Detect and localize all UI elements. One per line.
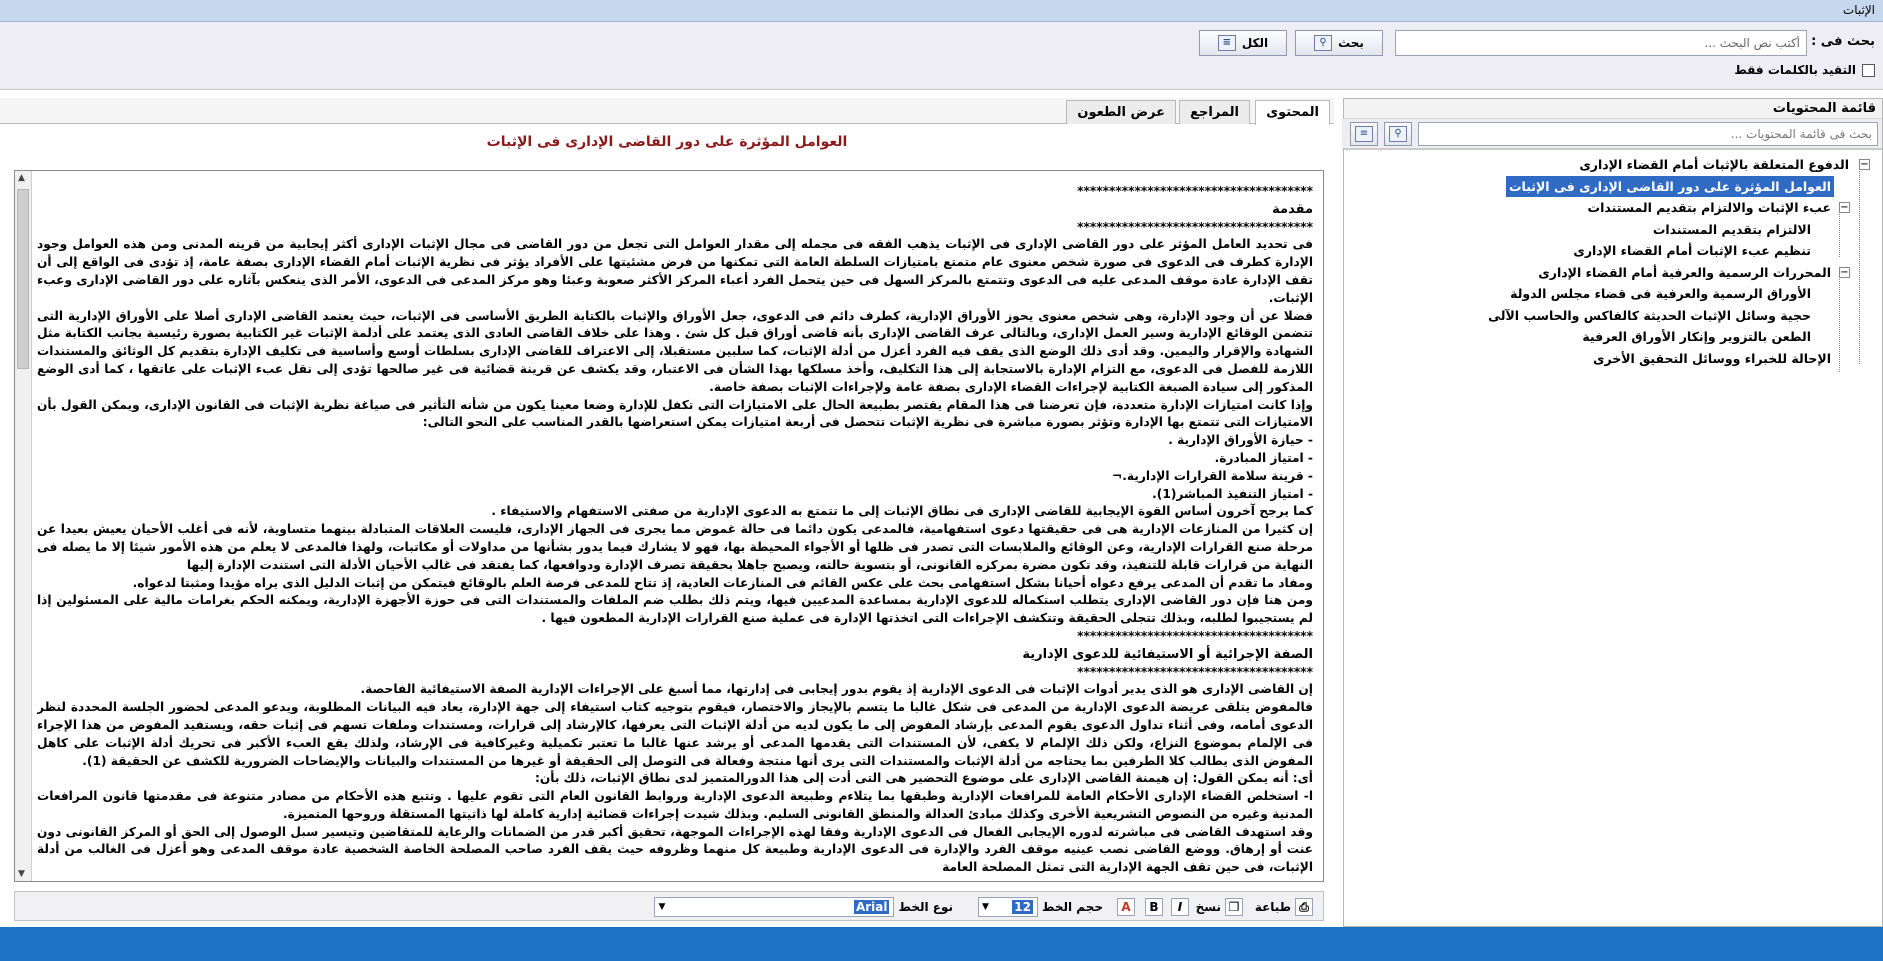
search-button[interactable] [1295,30,1383,56]
document-paragraph: مقدمة [1272,201,1313,217]
document-paragraph: - قرينة سلامة القرارات الإدارية.¬ [1112,468,1313,483]
window-titlebar [0,0,1883,22]
document-paragraph: وإذا كانت امتيازات الإدارة متعددة، فإن تعرضنا فى هذا المقام يقتصر بطبيعة الحال على الامتيازات التى تكفل للإدارة وضعا معينا يكون من شأنه التأثير فى صياغة نظرية الإثبات فى القانون الإدارى، ويمكن القول بأن الامتيازات التى تتمتع بها الإدارة وتؤثر بصورة مباشرة فى نظرية الإثبات تتحصل فى أربعة امتيازات يمكن استعراضها بالقدر المناسب على النحو التالى: [37,397,1313,430]
separator-line: ************************************* [1077,184,1313,198]
copy-label: نسخ [1195,900,1221,914]
search-input[interactable] [1395,30,1807,56]
toc-item-selected[interactable] [1344,176,1882,198]
copy-icon: ❐ [1225,898,1243,916]
document-paragraph: فالمفوض يتلقى عريضة الدعوى الإدارية من المدعى فى شكل غالبا ما يتسم بالإيجاز والاختصار، فيقوم بتوجيه كتاب استيفاء إلى جهة الإدارة، يعاد فيه البيانات المطلوبة، ويدعو المدعى لحضور الجلسة المحددة لنظر الدعوى أمامه، وفى أثناء تداول الدعوى يقوم المدعى بإرشاد المفوض إلى ما يكون لديه من أدلة الإثبات التى يعرفها، كالإرشاد إلى قرارات، ومستندات وملفات تسهم فى إثبات حقه، ويستفيد المفوض من هذا الإجراء فى الإلمام بموضوع النزاع، ولكن ذلك الإلمام لا يكفى، لأن المستندات التى يقدمها المدعى أو يرشد عنها غالبا ما تعتبر تكميلية وغيركافية فى الإرشاد، ولذلك يقع العبء الأكبر فى تحريك أدلة الإثبات على كاهل المفوض الذى يطالب كلا الطرفين بما يحتاجه من أدلة الإثبات والمستندات التى يرى أنها منتجة وفعالة فى التوصل إلى الحقيقة أو غيرها من المستندات والبيانات والإيضاحات الضرورية للكشف عن الحقيقة (1). [37,700,1313,768]
show-all-button-label: الكل [1241,36,1269,50]
printer-icon: ⎙ [1295,898,1313,916]
document-paragraph: فى تحديد العامل المؤثر على دور القاضى الإدارى فى الإثبات يذهب الفقه فى مجمله إلى مقدار العوامل التى تجعل من دور القاضى فى مجال الإثبات الإدارى أكثر إيجابية من قرينه المدنى ومن هذه العوامل وجود الإدارة كطرف فى الدعوى فى صورة شخص معنوى عام متمتع بامتيازات السلطة العامة التى تمكنها من فرض مشئيتها على الأفراد يؤثر فى نظرية الإثبات أمام القضاء الإدارى بصفة عامة، إذ تؤدى فى الواقع إلى أن تقف الإدارة عادة موقف المدعى عليه فى الدعوى وتتمتع بالمركز السهل فى حين يتحمل الفرد أعباء المركز الأكثر صعوبة وعبئا وهو مركز المدعى فى الدعوى، الأمر الذى ينعكس بآثاره على دور القاضى الإدارى وعبء الإثبات. [37,237,1313,305]
toc-search-button[interactable] [1384,122,1412,146]
document-paragraph: إن كثيرا من المنازعات الإدارية هى فى حقيقتها دعوى استفهامية، فالمدعى يكون دائما فى حالة غموض مما يجرى فى الجهاز الإدارى، فليست العلاقات المتبادلة بينهما متساوية، لأنه فى أغلب الأحيان يعيش بعيدا عن مرحلة صنع القرارات الإدارية، وعن الوقائع والملابسات التى تصدر فى ظلها أو الأجواء المحيطة بها، فهو لا يشارك فيما يدور بشأنها من مداولات أو مكاتبات، ولهذا فالمدعى لا يعلم من هذه الأمور شيئا إلا ما يصله فى النهاية من قرارات قابلة للتنفيذ، وقد تكون مضرة بمركزه القانونى، أو بتسوية حالته، ويصبح جاهلا بحقيقة تصرف الإدارة ودوافعها، كما يفتقد فى غالب الأحيان الأدلة التى استندت الإدارة إليها [37,522,1313,572]
binoculars-icon: ⚲ [1314,35,1332,51]
font-size-value: 12 [1014,900,1031,914]
font-size-select[interactable] [978,897,1038,917]
document-paragraph: الصفة الإجرائية أو الاستيفائية للدعوى الإدارية [1022,646,1313,662]
toc-item-label: تنظيم عبء الإثبات أمام القضاء الإدارى [1573,243,1811,258]
document-icon: ≡ [1218,35,1236,51]
toc-pane [1343,98,1883,927]
print-label: طباعة [1254,900,1291,914]
font-type-value: Arial [855,900,888,914]
document-paragraph: - امتياز التنفيذ المباشر(1). [1152,486,1313,501]
tab-references[interactable]: المراجع [1179,100,1250,124]
exact-words-label: التقيد بالكلمات فقط [1734,63,1856,77]
print-button[interactable] [1255,896,1313,918]
format-toolbar [14,891,1324,921]
document-paragraph: ومفاد ما تقدم أن المدعى يرفع دعواه أحيانا بشكل استفهامى بحث على عكس القائم فى المنازعات العادية، إذ تتاح للمدعى فرصة العلم بالوقائع فيتمكن من إثبات الدليل الذى يراه مؤيدا ومثبتا لدعواه. [132,575,1313,590]
separator-line: ************************************* [1077,664,1313,679]
scroll-down-icon[interactable]: ▼ [18,869,25,879]
collapse-icon[interactable]: − [1840,266,1849,278]
chevron-down-icon[interactable]: ▼ [981,902,989,912]
document-paragraph: ا- استخلص القضاء الإدارى الأحكام العامة للمرافعات الإدارية وطبقها بما يتلاءم وطبيعة الدعوى الإدارية وروابط القانون العام التى تقوم عليها . وتتبع هذه الأحكام من مصادر متنوعة فى مقدمتها قانون المرافعات المدنية وغيره من النصوص التشريعية الأخرى وكذلك مبادئ العدالة والمنطق القانونى السليم. وبذلك شيدت إجراءات قضائية إدارية كاملة لها ذاتيتها المستقلة وروحها المتميزة. [37,789,1313,821]
toc-item[interactable] [1344,262,1882,284]
toc-item[interactable] [1344,283,1882,305]
document-icon: ≡ [1355,126,1373,142]
italic-button[interactable] [1171,896,1189,918]
toc-item[interactable] [1344,348,1882,370]
document-paragraph: - حيازة الأوراق الإدارية . [1168,433,1313,448]
toc-item[interactable] [1344,305,1882,327]
toc-item-label: الالتزام بتقديم المستندات [1652,221,1811,237]
collapse-icon[interactable]: − [1860,159,1869,170]
document-paragraph: إن القاضى الإدارى هو الذى يدير أدوات الإثبات فى الدعوى الإدارية إذ يقوم بدور إيجابى فى إدارتها، مما أسبغ على الإجراءات الإدارية الصفة الاستيفائية الفاحصة. [360,682,1313,697]
bold-button[interactable] [1145,896,1163,918]
document-paragraph: أى: أنه يمكن القول: إن هيمنة القاضى الإدارى على موضوع التحضير هى التى أدت إلى هذا الدورالمتميز لدى نطاق الإثبات، ذلك بأن: [534,771,1313,786]
tab-content[interactable]: المحتوى [1255,100,1330,125]
document-paragraph: فضلا عن أن وجود الإدارة، وهى شخص معنوى يحوز الأوراق الإدارية، كطرف دائم فى الدعوى، جعل الأوراق والإثبات بالكتابة الطريق الأساسى فى الإثبات، حيث يعتمد القاضى الإدارى أصلا على الأوراق الإدارية التى تتضمن الوقائع الإدارية وسير العمل الإدارى، وبالتالى عرف القاضى الإدارى بأنه قاضى أوراق قبل كل شئ . وهذا على خلاف القاضى العادى الذى يعتمد على أدلمة الإثبات غير الكتابية بصورة رئيسية بجانب الكتابة مثل الشهادة والإقرار واليمين. وقد أدى ذلك الوضع الذى يقف فيه الفرد أعزل من أدلة الإثبات، كما سلبين مستقبلا، إلى الاعتراف للقاضى الإدارى بسلطات أوسع وأساسية فى تكليف الإدارة بتقديم كل الوثائق والمستندات اللازمة للفصل فى الدعوى، مع التزام الإدارة بالاستجابة إلى هذا التكليف، وأخذ مسلكها بهذا الشأن فى الاعتبار، وقد يكشف عن قرينة قضائية فى غير صالحها تؤدى إلى نقل عبء الإثبات على عاتقها ، كما أدى الوضع المذكور إلى سيادة الصبغة الكتابية لإجراءات القضاء الإدارى بصفة عامة ولإجراءات الإثبات بصفة خاصة. [37,308,1313,394]
copy-button[interactable] [1196,896,1243,918]
toc-item[interactable] [1344,326,1882,348]
toc-item[interactable] [1344,240,1882,262]
collapse-icon[interactable]: − [1840,202,1849,213]
search-button-label: بحث [1338,36,1364,50]
toc-item-label: الدفوع المتعلقة بالإثبات أمام القضاء الإدارى [1579,157,1849,172]
search-label: بحث فى : [1811,34,1875,49]
binoculars-icon: ⚲ [1389,126,1407,142]
font-type-control[interactable] [654,896,953,918]
toc-item-label: الإحالة للخبراء ووسائل التحقيق الأخرى [1592,350,1831,366]
document-title: العوامل المؤثرة على دور القاضى الإدارى فى الإثبات [486,134,848,150]
bold-icon: B [1145,898,1163,916]
document-text [37,183,1313,882]
italic-icon: I [1171,898,1189,916]
vertical-scrollbar[interactable] [15,171,32,881]
toc-item-label: الأوراق الرسمية والعرفية فى قضاء مجلس الدولة [1510,286,1811,301]
window-title: الإثبات [1842,3,1875,17]
separator-line: ************************************* [1077,219,1313,234]
toc-item[interactable] [1344,219,1882,241]
font-color-button[interactable] [1117,896,1135,918]
chevron-down-icon[interactable]: ▼ [658,902,666,912]
status-bar [0,927,1883,961]
document-paragraph: ومن هنا فإن دور القاضى الإدارى يتطلب استكماله للدعوى الإدارية بمساعدة المدعيين فيها، ويتم ذلك بطلب ضم الملفات والمستندات التى فى حوزة الأجهزة الإدارية، ويمكنه الحكم بغرامات مالية على المسئولين إذا لم يستجيبوا لطلبه، وبذلك تتجلى الحقيقة وتتكشف الإجراءات التى اتخذتها الإدارة فى عملية صنع القرارات الإدارية المطعون فيها . [37,593,1313,626]
exact-words-option[interactable] [1734,63,1875,77]
toc-search-bar [1342,119,1882,149]
exact-words-checkbox[interactable] [1862,64,1875,77]
toc-item-label: حجية وسائل الإثبات الحديثة كالفاكس والحاسب الآلى [1488,307,1811,323]
toc-item-label: المحررات الرسمية والعرفية أمام القضاء الإدارى [1538,264,1831,280]
document-paragraph: - امتياز المبادرة. [1214,450,1313,465]
toc-item-label: العوامل المؤثرة على دور القاضى الإدارى فى الإثبات [1506,176,1834,197]
toc-search-input[interactable] [1418,122,1878,146]
document-paragraph: وقد استهدف القاضى فى مباشرته لدوره الإيجابى الفعال فى الدعوى الإدارية وفقا لهذه الإجراءات الموجهة، تحقيق أكبر قدر من الضمانات والرعاية للمتقاضين وتيسير سبل الوصول إلى الحق أو المركز القانونى دون عنت أو إرهاق. ووضع القاضى نصب عينيه موقف الفرد والإدارة فى الدعوى الإدارية وطبيعة كل منهما وظروفه حيث يقف الفرد صاحب المصلحة الخاصة الشخصية عادة موقف المدعى وهو أعزل فى الغالب من أدلة الإثبات، فى حين تقف الجهة الإدارية التى تمثل المصلحة العامة [37,824,1313,875]
toc-item-label: الطعن بالتزوير وإنكار الأوراق العرفية [1582,329,1811,344]
document-paragraph: كما يرجح آخرون أساس القوة الإيجابية للقاضى الإدارى فى نطاق الإثبات إلى ما تتمتع به الدعوى الإدارية من صفتى الاستفهام والاستيفاء . [491,504,1313,519]
show-all-button[interactable] [1199,30,1287,56]
tab-appeals[interactable]: عرض الطعون [1066,100,1176,124]
document-viewer[interactable] [14,170,1324,882]
toc-clear-button[interactable] [1350,122,1378,146]
search-toolbar [0,22,1883,90]
separator-line: ************************************* [1077,628,1313,643]
content-tabs [0,98,1334,124]
scroll-up-icon[interactable]: ▲ [18,173,25,183]
content-pane [0,98,1334,927]
toc-title: قائمة المحتويات [1344,99,1882,119]
font-size-label: حجم الخط [1041,900,1103,914]
scrollbar-thumb[interactable] [17,189,29,369]
font-color-icon: A [1117,898,1135,916]
toc-item[interactable] [1344,197,1882,219]
font-type-select[interactable] [654,897,894,917]
toc-item[interactable] [1344,154,1882,176]
font-size-control[interactable] [978,896,1103,918]
toc-item-label: عبء الإثبات والالتزام بتقديم المستندات [1587,200,1831,215]
font-type-label: نوع الخط [898,900,953,914]
toc-tree [1344,149,1882,926]
